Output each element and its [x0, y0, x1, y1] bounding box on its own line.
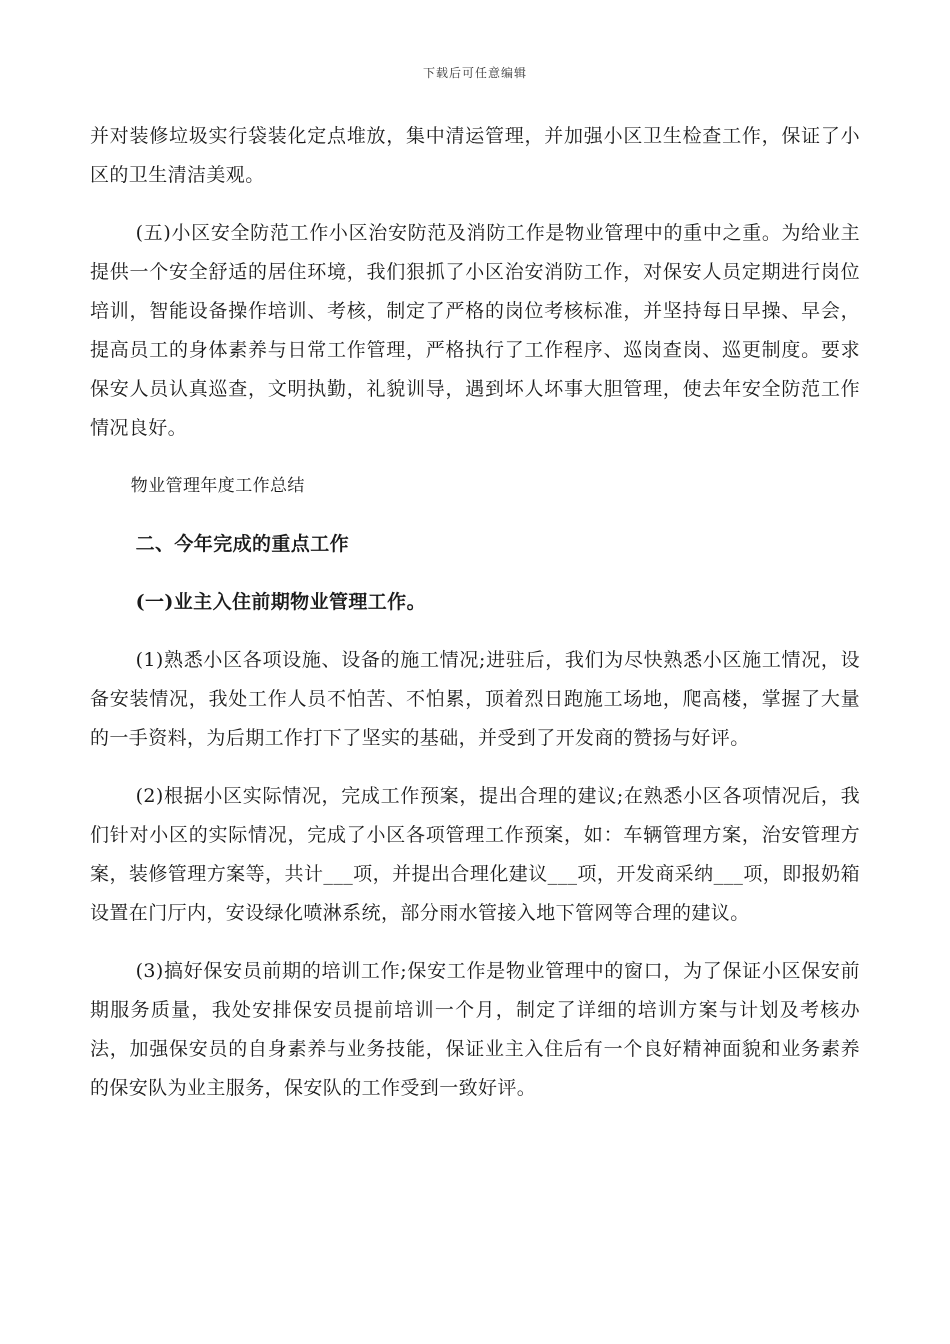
- paragraph-continuation: 并对装修垃圾实行袋装化定点堆放，集中清运管理，并加强小区卫生检查工作，保证了小区的卫生清洁美观。: [90, 125, 860, 186]
- subheading-pre-occupancy: (一)业主入住前期物业管理工作。: [135, 591, 426, 613]
- heading-key-work: 二、今年完成的重点工作: [135, 533, 349, 555]
- document-body: [90, 117, 860, 1108]
- paragraph-item-1: (1)熟悉小区各项设施、设备的施工情况;进驻后，我们为尽快熟悉小区施工情况，设备安装情况，我处工作人员不怕苦、不怕累，顶着烈日跑施工场地，爬高楼，掌握了大量的一手资料，为后期工作打下了坚实的基础，并受到了开发商的赞扬与好评。: [90, 649, 860, 749]
- paragraph-item-3: (3)搞好保安员前期的培训工作;保安工作是物业管理中的窗口，为了保证小区保安前期服务质量，我处安排保安员提前培训一个月，制定了详细的培训方案与计划及考核办法，加强保安员的自身素养与业务技能，保证业主入住后有一个良好精神面貌和业务素养的保安队为业主服务，保安队的工作受到一致好评。: [90, 960, 860, 1099]
- paragraph-security: (五)小区安全防范工作小区治安防范及消防工作是物业管理中的重中之重。为给业主提供一个安全舒适的居住环境，我们狠抓了小区治安消防工作，对保安人员定期进行岗位培训，智能设备操作培训、考核，制定了严格的岗位考核标准，并坚持每日早操、早会，提高员工的身体素养与日常工作管理，严格执行了工作程序、巡岗查岗、巡更制度。要求保安人员认真巡查，文明执勤，礼貌训导，遇到坏人坏事大胆管理，使去年安全防范工作情况良好。: [90, 222, 860, 439]
- paragraph-item-2: (2)根据小区实际情况，完成工作预案，提出合理的建议;在熟悉小区各项情况后，我们针对小区的实际情况，完成了小区各项管理工作预案，如：车辆管理方案，治安管理方案，装修管理方案等，共计___项，并提出合理化建议___项，开发商采纳___项，即报奶箱设置在门厅内，安设绿化喷淋系统，部分雨水管接入地下管网等合理的建议。: [90, 785, 860, 924]
- section-title: 物业管理年度工作总结: [130, 476, 305, 496]
- header-note: 下载后可任意编辑: [422, 66, 527, 80]
